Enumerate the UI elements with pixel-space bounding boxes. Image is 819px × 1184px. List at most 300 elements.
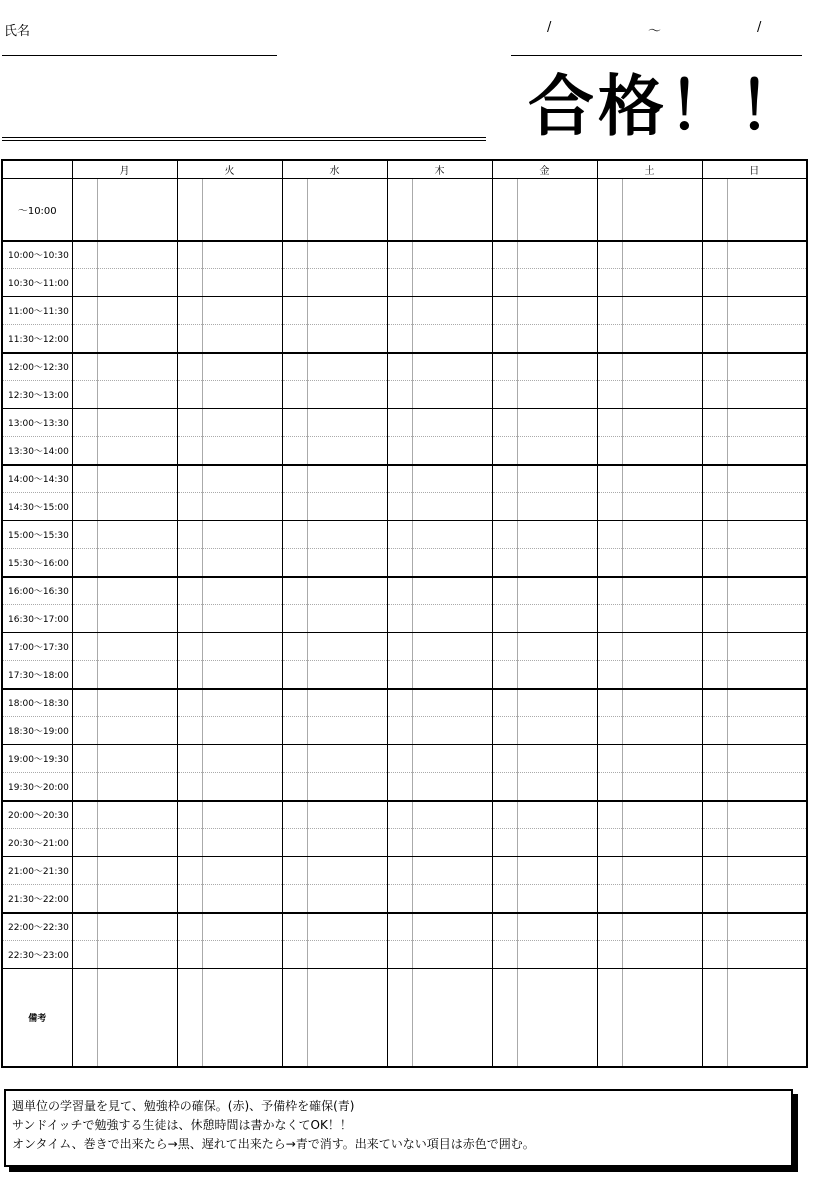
slot-check-cell[interactable]: [702, 717, 727, 745]
slot-check-cell[interactable]: [282, 549, 307, 577]
slot-check-cell[interactable]: [387, 633, 412, 661]
slot-check-cell[interactable]: [597, 857, 622, 885]
remarks-entry-cell[interactable]: [307, 969, 387, 1067]
slot-entry-cell[interactable]: [307, 773, 387, 801]
remarks-check-cell[interactable]: [492, 969, 517, 1067]
slot-entry-cell[interactable]: [307, 493, 387, 521]
remarks-check-cell[interactable]: [702, 969, 727, 1067]
slot-entry-cell[interactable]: [727, 325, 807, 353]
slot-check-cell[interactable]: [597, 801, 622, 829]
slot-entry-cell[interactable]: [202, 381, 282, 409]
slot-entry-cell[interactable]: [202, 801, 282, 829]
slot-check-cell[interactable]: [702, 633, 727, 661]
slot-entry-cell[interactable]: [202, 829, 282, 857]
early-slot-entry-cell[interactable]: [307, 179, 387, 241]
slot-check-cell[interactable]: [702, 549, 727, 577]
slot-entry-cell[interactable]: [97, 605, 177, 633]
slot-check-cell[interactable]: [177, 941, 202, 969]
slot-entry-cell[interactable]: [307, 633, 387, 661]
slot-entry-cell[interactable]: [412, 297, 492, 325]
early-slot-check-cell[interactable]: [387, 179, 412, 241]
slot-check-cell[interactable]: [72, 689, 97, 717]
slot-check-cell[interactable]: [492, 773, 517, 801]
slot-check-cell[interactable]: [597, 773, 622, 801]
slot-check-cell[interactable]: [702, 773, 727, 801]
slot-entry-cell[interactable]: [622, 577, 702, 605]
slot-check-cell[interactable]: [72, 633, 97, 661]
slot-check-cell[interactable]: [597, 437, 622, 465]
slot-check-cell[interactable]: [492, 241, 517, 269]
slot-entry-cell[interactable]: [727, 409, 807, 437]
slot-entry-cell[interactable]: [307, 297, 387, 325]
slot-check-cell[interactable]: [72, 717, 97, 745]
slot-entry-cell[interactable]: [202, 465, 282, 493]
slot-entry-cell[interactable]: [307, 717, 387, 745]
slot-check-cell[interactable]: [72, 577, 97, 605]
slot-entry-cell[interactable]: [202, 325, 282, 353]
slot-entry-cell[interactable]: [202, 941, 282, 969]
slot-entry-cell[interactable]: [517, 549, 597, 577]
slot-check-cell[interactable]: [282, 381, 307, 409]
remarks-entry-cell[interactable]: [202, 969, 282, 1067]
slot-entry-cell[interactable]: [412, 241, 492, 269]
slot-check-cell[interactable]: [282, 325, 307, 353]
slot-check-cell[interactable]: [282, 353, 307, 381]
slot-entry-cell[interactable]: [97, 493, 177, 521]
slot-entry-cell[interactable]: [517, 829, 597, 857]
slot-entry-cell[interactable]: [202, 409, 282, 437]
remarks-check-cell[interactable]: [282, 969, 307, 1067]
slot-check-cell[interactable]: [597, 829, 622, 857]
slot-entry-cell[interactable]: [202, 521, 282, 549]
slot-entry-cell[interactable]: [727, 549, 807, 577]
slot-entry-cell[interactable]: [517, 661, 597, 689]
slot-entry-cell[interactable]: [307, 913, 387, 941]
slot-entry-cell[interactable]: [517, 885, 597, 913]
slot-entry-cell[interactable]: [97, 241, 177, 269]
goal-field-line[interactable]: [2, 137, 486, 138]
slot-entry-cell[interactable]: [622, 493, 702, 521]
slot-check-cell[interactable]: [282, 409, 307, 437]
slot-entry-cell[interactable]: [412, 633, 492, 661]
slot-entry-cell[interactable]: [622, 857, 702, 885]
slot-check-cell[interactable]: [177, 885, 202, 913]
slot-check-cell[interactable]: [177, 493, 202, 521]
slot-entry-cell[interactable]: [517, 605, 597, 633]
remarks-entry-cell[interactable]: [412, 969, 492, 1067]
slot-entry-cell[interactable]: [307, 465, 387, 493]
slot-check-cell[interactable]: [72, 381, 97, 409]
slot-check-cell[interactable]: [177, 241, 202, 269]
slot-check-cell[interactable]: [387, 857, 412, 885]
slot-check-cell[interactable]: [282, 829, 307, 857]
slot-check-cell[interactable]: [177, 801, 202, 829]
slot-entry-cell[interactable]: [307, 689, 387, 717]
slot-entry-cell[interactable]: [622, 829, 702, 857]
slot-check-cell[interactable]: [282, 745, 307, 773]
slot-check-cell[interactable]: [282, 465, 307, 493]
slot-entry-cell[interactable]: [412, 493, 492, 521]
slot-entry-cell[interactable]: [307, 577, 387, 605]
slot-check-cell[interactable]: [282, 941, 307, 969]
slot-check-cell[interactable]: [597, 885, 622, 913]
slot-entry-cell[interactable]: [97, 885, 177, 913]
slot-check-cell[interactable]: [492, 633, 517, 661]
slot-entry-cell[interactable]: [97, 381, 177, 409]
slot-check-cell[interactable]: [597, 241, 622, 269]
slot-check-cell[interactable]: [702, 297, 727, 325]
slot-entry-cell[interactable]: [97, 549, 177, 577]
slot-entry-cell[interactable]: [412, 353, 492, 381]
slot-entry-cell[interactable]: [622, 689, 702, 717]
slot-check-cell[interactable]: [597, 577, 622, 605]
slot-check-cell[interactable]: [492, 689, 517, 717]
early-slot-entry-cell[interactable]: [622, 179, 702, 241]
slot-check-cell[interactable]: [177, 269, 202, 297]
slot-check-cell[interactable]: [387, 885, 412, 913]
slot-check-cell[interactable]: [597, 941, 622, 969]
slot-entry-cell[interactable]: [97, 577, 177, 605]
slot-entry-cell[interactable]: [727, 885, 807, 913]
slot-entry-cell[interactable]: [307, 549, 387, 577]
slot-check-cell[interactable]: [597, 353, 622, 381]
slot-entry-cell[interactable]: [517, 493, 597, 521]
slot-entry-cell[interactable]: [622, 661, 702, 689]
slot-check-cell[interactable]: [177, 549, 202, 577]
slot-check-cell[interactable]: [72, 549, 97, 577]
slot-entry-cell[interactable]: [202, 745, 282, 773]
slot-check-cell[interactable]: [72, 437, 97, 465]
slot-check-cell[interactable]: [492, 493, 517, 521]
slot-entry-cell[interactable]: [517, 465, 597, 493]
slot-check-cell[interactable]: [702, 941, 727, 969]
slot-check-cell[interactable]: [702, 241, 727, 269]
remarks-check-cell[interactable]: [177, 969, 202, 1067]
slot-check-cell[interactable]: [597, 493, 622, 521]
slot-entry-cell[interactable]: [622, 885, 702, 913]
slot-entry-cell[interactable]: [622, 801, 702, 829]
slot-entry-cell[interactable]: [517, 437, 597, 465]
slot-entry-cell[interactable]: [622, 745, 702, 773]
slot-entry-cell[interactable]: [727, 773, 807, 801]
slot-entry-cell[interactable]: [307, 745, 387, 773]
slot-check-cell[interactable]: [492, 353, 517, 381]
early-slot-check-cell[interactable]: [282, 179, 307, 241]
slot-check-cell[interactable]: [177, 521, 202, 549]
slot-entry-cell[interactable]: [97, 941, 177, 969]
slot-check-cell[interactable]: [702, 381, 727, 409]
slot-entry-cell[interactable]: [622, 325, 702, 353]
slot-entry-cell[interactable]: [202, 773, 282, 801]
slot-entry-cell[interactable]: [202, 549, 282, 577]
early-slot-check-cell[interactable]: [177, 179, 202, 241]
slot-check-cell[interactable]: [387, 297, 412, 325]
slot-check-cell[interactable]: [72, 885, 97, 913]
slot-entry-cell[interactable]: [622, 381, 702, 409]
slot-entry-cell[interactable]: [97, 801, 177, 829]
slot-check-cell[interactable]: [387, 493, 412, 521]
slot-check-cell[interactable]: [387, 745, 412, 773]
slot-check-cell[interactable]: [702, 661, 727, 689]
slot-entry-cell[interactable]: [202, 353, 282, 381]
slot-entry-cell[interactable]: [412, 437, 492, 465]
slot-entry-cell[interactable]: [202, 857, 282, 885]
slot-check-cell[interactable]: [702, 829, 727, 857]
slot-entry-cell[interactable]: [97, 829, 177, 857]
slot-check-cell[interactable]: [177, 913, 202, 941]
slot-check-cell[interactable]: [492, 381, 517, 409]
slot-check-cell[interactable]: [702, 801, 727, 829]
slot-entry-cell[interactable]: [727, 717, 807, 745]
slot-entry-cell[interactable]: [517, 381, 597, 409]
slot-check-cell[interactable]: [492, 829, 517, 857]
slot-check-cell[interactable]: [702, 885, 727, 913]
slot-check-cell[interactable]: [72, 241, 97, 269]
slot-entry-cell[interactable]: [517, 857, 597, 885]
slot-check-cell[interactable]: [282, 885, 307, 913]
early-slot-entry-cell[interactable]: [202, 179, 282, 241]
slot-entry-cell[interactable]: [412, 829, 492, 857]
slot-check-cell[interactable]: [597, 717, 622, 745]
slot-check-cell[interactable]: [282, 437, 307, 465]
slot-entry-cell[interactable]: [727, 493, 807, 521]
slot-entry-cell[interactable]: [202, 633, 282, 661]
slot-check-cell[interactable]: [177, 773, 202, 801]
slot-check-cell[interactable]: [492, 465, 517, 493]
remarks-check-cell[interactable]: [597, 969, 622, 1067]
slot-entry-cell[interactable]: [412, 409, 492, 437]
slot-check-cell[interactable]: [387, 661, 412, 689]
slot-check-cell[interactable]: [387, 605, 412, 633]
slot-entry-cell[interactable]: [97, 717, 177, 745]
slot-check-cell[interactable]: [177, 745, 202, 773]
slot-check-cell[interactable]: [492, 857, 517, 885]
slot-entry-cell[interactable]: [727, 465, 807, 493]
early-slot-entry-cell[interactable]: [97, 179, 177, 241]
slot-check-cell[interactable]: [702, 353, 727, 381]
slot-entry-cell[interactable]: [307, 801, 387, 829]
slot-check-cell[interactable]: [387, 913, 412, 941]
slot-check-cell[interactable]: [387, 325, 412, 353]
slot-entry-cell[interactable]: [727, 577, 807, 605]
slot-entry-cell[interactable]: [727, 605, 807, 633]
remarks-check-cell[interactable]: [387, 969, 412, 1067]
slot-check-cell[interactable]: [492, 269, 517, 297]
slot-check-cell[interactable]: [177, 409, 202, 437]
slot-entry-cell[interactable]: [202, 297, 282, 325]
slot-check-cell[interactable]: [177, 829, 202, 857]
early-slot-entry-cell[interactable]: [412, 179, 492, 241]
slot-entry-cell[interactable]: [412, 465, 492, 493]
slot-entry-cell[interactable]: [727, 857, 807, 885]
slot-check-cell[interactable]: [597, 465, 622, 493]
slot-check-cell[interactable]: [387, 689, 412, 717]
slot-entry-cell[interactable]: [517, 521, 597, 549]
slot-entry-cell[interactable]: [307, 857, 387, 885]
slot-check-cell[interactable]: [492, 325, 517, 353]
slot-entry-cell[interactable]: [727, 801, 807, 829]
slot-entry-cell[interactable]: [412, 745, 492, 773]
slot-check-cell[interactable]: [702, 605, 727, 633]
slot-check-cell[interactable]: [72, 829, 97, 857]
slot-entry-cell[interactable]: [202, 493, 282, 521]
remarks-entry-cell[interactable]: [727, 969, 807, 1067]
slot-entry-cell[interactable]: [622, 409, 702, 437]
slot-entry-cell[interactable]: [307, 269, 387, 297]
slot-check-cell[interactable]: [387, 521, 412, 549]
slot-check-cell[interactable]: [387, 773, 412, 801]
slot-entry-cell[interactable]: [307, 605, 387, 633]
slot-check-cell[interactable]: [72, 269, 97, 297]
slot-check-cell[interactable]: [597, 633, 622, 661]
slot-entry-cell[interactable]: [517, 633, 597, 661]
slot-check-cell[interactable]: [492, 605, 517, 633]
slot-check-cell[interactable]: [72, 297, 97, 325]
slot-entry-cell[interactable]: [307, 661, 387, 689]
slot-entry-cell[interactable]: [517, 689, 597, 717]
slot-check-cell[interactable]: [492, 521, 517, 549]
slot-entry-cell[interactable]: [727, 381, 807, 409]
slot-entry-cell[interactable]: [622, 605, 702, 633]
slot-check-cell[interactable]: [72, 409, 97, 437]
slot-entry-cell[interactable]: [412, 577, 492, 605]
slot-check-cell[interactable]: [492, 661, 517, 689]
slot-check-cell[interactable]: [702, 577, 727, 605]
slot-entry-cell[interactable]: [307, 409, 387, 437]
slot-entry-cell[interactable]: [412, 661, 492, 689]
slot-entry-cell[interactable]: [622, 913, 702, 941]
slot-check-cell[interactable]: [177, 325, 202, 353]
slot-check-cell[interactable]: [282, 913, 307, 941]
slot-entry-cell[interactable]: [97, 297, 177, 325]
slot-entry-cell[interactable]: [97, 857, 177, 885]
slot-entry-cell[interactable]: [307, 829, 387, 857]
slot-check-cell[interactable]: [282, 521, 307, 549]
early-slot-check-cell[interactable]: [597, 179, 622, 241]
slot-check-cell[interactable]: [387, 801, 412, 829]
slot-entry-cell[interactable]: [727, 689, 807, 717]
slot-entry-cell[interactable]: [412, 381, 492, 409]
slot-check-cell[interactable]: [282, 577, 307, 605]
slot-check-cell[interactable]: [72, 773, 97, 801]
slot-check-cell[interactable]: [177, 633, 202, 661]
slot-entry-cell[interactable]: [412, 269, 492, 297]
remarks-entry-cell[interactable]: [622, 969, 702, 1067]
slot-check-cell[interactable]: [702, 521, 727, 549]
slot-entry-cell[interactable]: [727, 297, 807, 325]
slot-check-cell[interactable]: [72, 465, 97, 493]
slot-entry-cell[interactable]: [97, 745, 177, 773]
slot-check-cell[interactable]: [72, 493, 97, 521]
slot-entry-cell[interactable]: [97, 661, 177, 689]
slot-check-cell[interactable]: [492, 941, 517, 969]
slot-check-cell[interactable]: [282, 633, 307, 661]
slot-entry-cell[interactable]: [727, 521, 807, 549]
slot-check-cell[interactable]: [492, 437, 517, 465]
slot-entry-cell[interactable]: [622, 717, 702, 745]
slot-check-cell[interactable]: [282, 605, 307, 633]
slot-check-cell[interactable]: [597, 661, 622, 689]
slot-check-cell[interactable]: [492, 801, 517, 829]
slot-entry-cell[interactable]: [97, 689, 177, 717]
slot-check-cell[interactable]: [597, 269, 622, 297]
slot-check-cell[interactable]: [282, 269, 307, 297]
slot-check-cell[interactable]: [597, 605, 622, 633]
slot-entry-cell[interactable]: [202, 605, 282, 633]
slot-entry-cell[interactable]: [412, 773, 492, 801]
slot-entry-cell[interactable]: [307, 381, 387, 409]
slot-entry-cell[interactable]: [97, 409, 177, 437]
slot-entry-cell[interactable]: [97, 325, 177, 353]
slot-check-cell[interactable]: [702, 857, 727, 885]
slot-entry-cell[interactable]: [202, 269, 282, 297]
slot-entry-cell[interactable]: [517, 801, 597, 829]
slot-entry-cell[interactable]: [727, 633, 807, 661]
slot-entry-cell[interactable]: [202, 437, 282, 465]
slot-entry-cell[interactable]: [517, 325, 597, 353]
slot-check-cell[interactable]: [387, 941, 412, 969]
slot-entry-cell[interactable]: [307, 521, 387, 549]
slot-entry-cell[interactable]: [412, 857, 492, 885]
slot-check-cell[interactable]: [492, 549, 517, 577]
slot-check-cell[interactable]: [72, 353, 97, 381]
slot-check-cell[interactable]: [492, 745, 517, 773]
slot-check-cell[interactable]: [597, 913, 622, 941]
date-field-line[interactable]: [511, 55, 802, 56]
slot-entry-cell[interactable]: [97, 521, 177, 549]
slot-entry-cell[interactable]: [307, 885, 387, 913]
slot-entry-cell[interactable]: [412, 325, 492, 353]
slot-entry-cell[interactable]: [622, 437, 702, 465]
slot-check-cell[interactable]: [702, 465, 727, 493]
slot-entry-cell[interactable]: [727, 661, 807, 689]
slot-check-cell[interactable]: [72, 913, 97, 941]
slot-check-cell[interactable]: [177, 857, 202, 885]
slot-check-cell[interactable]: [702, 269, 727, 297]
slot-check-cell[interactable]: [387, 465, 412, 493]
slot-entry-cell[interactable]: [622, 633, 702, 661]
slot-entry-cell[interactable]: [622, 297, 702, 325]
slot-entry-cell[interactable]: [517, 241, 597, 269]
slot-check-cell[interactable]: [702, 493, 727, 521]
slot-entry-cell[interactable]: [307, 437, 387, 465]
slot-check-cell[interactable]: [597, 745, 622, 773]
slot-entry-cell[interactable]: [727, 437, 807, 465]
slot-check-cell[interactable]: [177, 297, 202, 325]
slot-entry-cell[interactable]: [727, 241, 807, 269]
slot-check-cell[interactable]: [282, 717, 307, 745]
slot-entry-cell[interactable]: [202, 717, 282, 745]
remarks-entry-cell[interactable]: [517, 969, 597, 1067]
slot-check-cell[interactable]: [597, 381, 622, 409]
slot-entry-cell[interactable]: [727, 941, 807, 969]
slot-check-cell[interactable]: [387, 829, 412, 857]
slot-check-cell[interactable]: [177, 661, 202, 689]
slot-check-cell[interactable]: [492, 297, 517, 325]
slot-entry-cell[interactable]: [412, 913, 492, 941]
slot-check-cell[interactable]: [597, 297, 622, 325]
slot-entry-cell[interactable]: [97, 773, 177, 801]
slot-entry-cell[interactable]: [622, 549, 702, 577]
slot-check-cell[interactable]: [702, 913, 727, 941]
slot-check-cell[interactable]: [282, 801, 307, 829]
slot-check-cell[interactable]: [387, 269, 412, 297]
slot-check-cell[interactable]: [597, 325, 622, 353]
slot-check-cell[interactable]: [177, 605, 202, 633]
slot-entry-cell[interactable]: [202, 885, 282, 913]
slot-entry-cell[interactable]: [202, 913, 282, 941]
slot-entry-cell[interactable]: [307, 353, 387, 381]
